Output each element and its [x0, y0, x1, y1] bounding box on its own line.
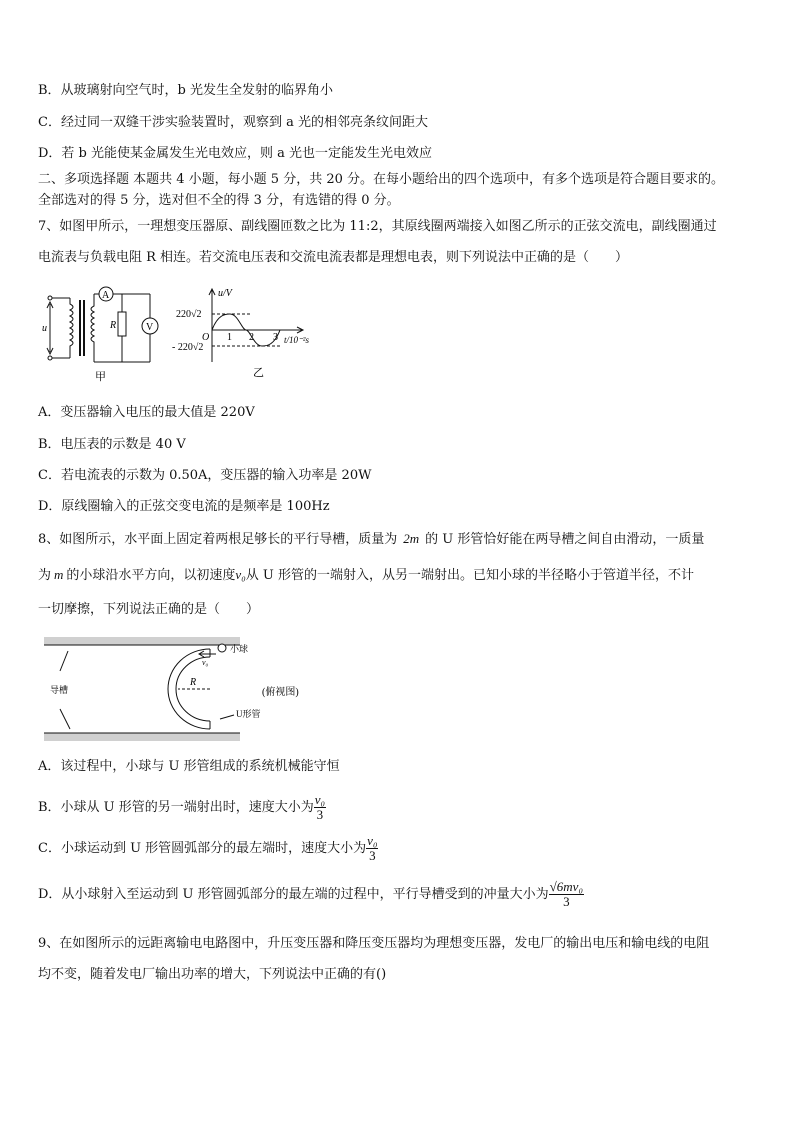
q6-option-b: B．从玻璃射向空气时，b 光发生全发射的临界角小	[38, 83, 334, 98]
y-axis-label: u/V	[218, 288, 232, 299]
fraction-v0-over-3: $\frac{\text{v₀}}{3}$	[367, 833, 378, 863]
tick-2: 2	[249, 332, 254, 343]
ammeter-label: A	[102, 290, 110, 301]
fraction-impulse: $\frac{\text{√6mv₀}}{3}$	[549, 879, 583, 909]
q8-stem-line-1: 8、如图所示，水平面上固定着两根足够长的平行导槽，质量为 2m 的 U 形管恰好能在两导槽之间自由滑动，一质量	[38, 531, 705, 547]
math-v0: v₀	[235, 567, 246, 582]
voltmeter-label: V	[146, 322, 154, 333]
math-2m: 2m	[403, 531, 420, 546]
math-m: m	[54, 567, 64, 582]
fraction-v0-over-3: $\frac{\text{v₀}}{3}$	[314, 792, 326, 822]
section-2-heading: 二、多项选择题 本题共 4 小题，每小题 5 分，共 20 分。在每小题给出的四个选项中，有多个选项是符合题目要求的。	[38, 172, 725, 187]
u-tube-label: U形管	[236, 709, 261, 719]
origin-label: O	[202, 332, 210, 343]
figure-yi-caption: 乙	[253, 367, 264, 379]
q8-option-a: A．该过程中，小球与 U 形管组成的系统机械能守恒	[38, 759, 340, 774]
q6-option-d: D．若 b 光能使某金属发生光电效应，则 a 光也一定能发生光电效应	[38, 146, 433, 161]
label-u: u	[42, 323, 47, 334]
groove-label: 导槽	[50, 685, 69, 695]
x-axis-label: t/10⁻²s	[284, 335, 309, 345]
q8-stem-line-2: 为 m 的小球沿水平方向，以初速度v₀从 U 形管的一端射入，从另一端射出。已知小球的半径略小于管道半径，不计	[38, 567, 694, 583]
top-view-label: (俯视图)	[262, 687, 299, 698]
peak-positive-label: 220√2	[176, 309, 202, 320]
q7-option-c: C．若电流表的示数为 0.50A，变压器的输入功率是 20W	[38, 468, 372, 483]
q8-option-d: D．从小球射入至运动到 U 形管圆弧部分的最左端的过程中，平行导槽受到的冲量大小为 $\frac{\text{√6mv₀}}{3}$	[38, 879, 583, 909]
q9-stem-line-2: 均不变，随着发电厂输出功率的增大，下列说法中正确的有()	[38, 967, 387, 982]
section-2-scoring: 全部选对的得 5 分，选对但不全的得 3 分，有选错的得 0 分。	[38, 193, 400, 208]
u-tube-top-view-diagram	[44, 637, 240, 741]
q7-stem-line-2: 电流表与负载电阻 R 相连。若交流电压表和交流电流表都是理想电表，则下列说法中正确的是（ ）	[38, 250, 629, 265]
q7-option-a: A．变压器输入电压的最大值是 220V	[38, 405, 255, 420]
tick-1: 1	[227, 332, 232, 343]
q9-stem-line-1: 9、在如图所示的远距离输电电路图中，升压变压器和降压变压器均为理想变压器，发电厂的输出电压和输电线的电阻	[38, 936, 710, 951]
q8-figure	[40, 635, 320, 750]
q7-option-d: D．原线圈输入的正弦交变电流的是频率是 100Hz	[38, 499, 330, 514]
q8-stem-line-3: 一切摩擦，下列说法正确的是（ ）	[38, 602, 260, 617]
q6-option-c: C．经过同一双缝干涉实验装置时，观察到 a 光的相邻亮条纹间距大	[38, 115, 428, 130]
peak-negative-label: - 220√2	[172, 342, 204, 353]
q8-option-b: B．小球从 U 形管的另一端射出时，速度大小为 $\frac{\text{v₀}}{3}$	[38, 792, 326, 822]
voltage-waveform-graph	[209, 289, 303, 362]
tick-3: 3	[273, 332, 278, 343]
velocity-label: v₀	[202, 658, 209, 667]
resistor-label: R	[110, 320, 117, 331]
q7-figure	[40, 280, 340, 385]
q7-stem-line-1: 7、如图甲所示，一理想变压器原、副线圈匝数之比为 11:2，其原线圈两端接入如图乙所示的正弦交流电，副线圈通过	[38, 219, 717, 234]
q7-option-b: B．电压表的示数是 40 V	[38, 437, 186, 452]
radius-label: R	[190, 677, 197, 688]
ball-label: 小球	[230, 644, 249, 654]
figure-jia-caption: 甲	[95, 371, 106, 383]
q8-option-c: C．小球运动到 U 形管圆弧部分的最左端时，速度大小为 $\frac{\text{v₀}}{3}$	[38, 833, 378, 863]
